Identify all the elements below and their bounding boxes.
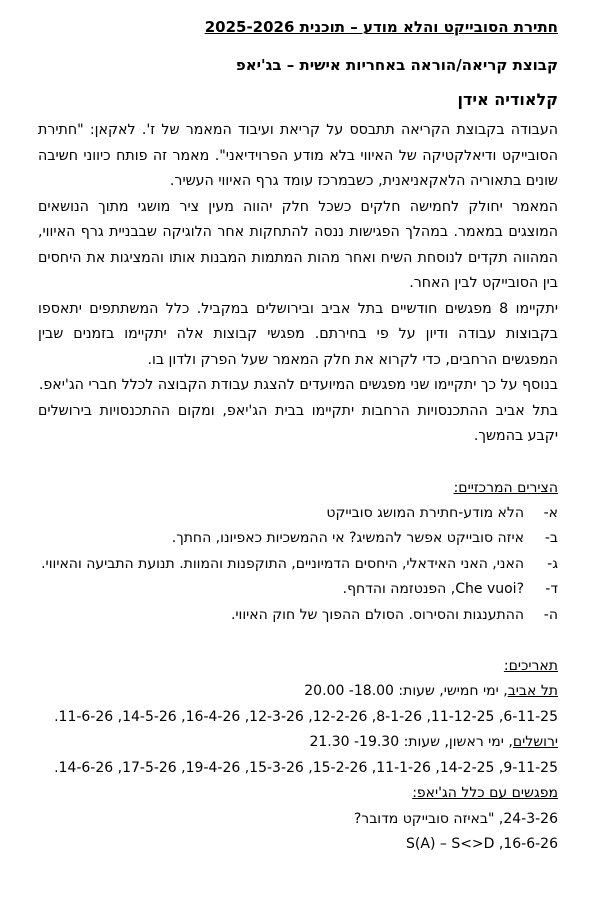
jerusalem-dates: 9-11-25, 14-2-25, 11-1-26, 15-2-26, 15-3-26, 19-4-26, 17-5-26, 14-6-26. xyxy=(54,759,558,776)
list-text: איזה סובייקט אפשר להמשיג? אי ההמשכיות כאפיונו, החתך. xyxy=(171,530,524,546)
list-letter: ד- xyxy=(545,581,558,597)
tel-aviv-label: תל אביב xyxy=(507,683,558,699)
list-letter: ב- xyxy=(544,530,558,546)
list-text: ?Che vuoi, הפנטזמה והדחף. xyxy=(342,581,524,597)
tel-aviv-schedule xyxy=(38,679,558,705)
general-meeting-1: 24-3-26, "באיזה סובייקט מדובר? xyxy=(353,810,558,827)
list-item xyxy=(38,577,558,603)
list-item xyxy=(38,552,558,578)
list-letter: א- xyxy=(543,504,558,521)
axes-list xyxy=(38,501,558,629)
presentation-paragraph: בנוסף על כך יתקיימו שני מפגשים המיועדים להצגת עבודת הקבוצה לכלל חברי הג'יאפ. xyxy=(38,377,558,393)
page-title: חתירת הסובייקט והלא מודע – תוכנית 2025-2026 xyxy=(204,18,558,36)
structure-paragraph: המאמר יחולק לחמישה חלקים כשכל חלק יהווה מעין ציר מושגי מתוך הנושאים המוצגים במאמר. במהלך הפגישות ננסה להתחקות אחר הלוגיקה שבבניית גרף האיווי, המהווה תקדים לנוסחת השיח ואחר מהות המתמות המבנות אותו והמציגות את היחסים בין הסובייקט לבין האחר. xyxy=(38,198,558,291)
list-item xyxy=(38,526,558,552)
jerusalem-schedule xyxy=(38,730,558,756)
tel-aviv-dates: 6-11-25, 11-12-25, 8-1-26, 12-2-26, 12-3-26, 16-4-26, 14-5-26, 11-6-26. xyxy=(54,708,558,725)
intro-paragraph: העבודה בקבוצת הקריאה תתבסס על קריאת ועיבוד המאמר של ז'. לאקאן: "חתירת הסובייקט ודיאלקטיקה של האיווי בלא מודע הפרוידיאני". מאמר זה פותח כיווני חשיבה שונים בתאוריה הלאקאניאנית, כשבמרכז עומד גרף האיווי העשיר. xyxy=(38,122,558,189)
tel-aviv-time: , ימי חמישי, שעות: 18.00- 20.00 xyxy=(304,683,508,699)
dates-heading: תאריכים: xyxy=(503,658,558,674)
list-letter: ג- xyxy=(547,555,558,572)
general-meeting-2: 16-6-26, S(A) – S<>D xyxy=(406,836,558,852)
list-text: האני, האני האידאלי, היחסים הדמיוניים, התוקפנות והמוות. תנועת התביעה והאיווי. xyxy=(41,555,524,572)
location-paragraph: בתל אביב ההתכנסויות הרחבות יתקיימו בבית הג'יאפ, ומקום ההתכנסויות בירושלים יקבע בהמשך. xyxy=(38,402,558,444)
axes-heading: הצירים המרכזיים: xyxy=(453,479,558,496)
meetings-paragraph: יתקיימו 8 מפגשים חודשיים בתל אביב ובירושלים במקביל. כלל המשתתפים יתאספו בקבוצות עבודה ודיון על פי בחירתם. מפגשי קבוצות אלה יתקיימו בזמנים שבין המפגשים הרחבים, כדי לקרוא את חלק המאמר שעל הפרק ולדון בו. xyxy=(38,300,558,368)
jerusalem-label: ירושלים xyxy=(512,734,558,750)
jerusalem-time: , ימי ראשון, שעות: 19.30- 21.30 xyxy=(309,734,513,750)
author-name: קלאודיה אידן xyxy=(457,90,558,109)
list-item xyxy=(38,501,558,527)
list-text: ההתענגות והסירוס. הסולם ההפוך של חוק האיווי. xyxy=(230,606,524,623)
section-spacer xyxy=(38,450,558,476)
general-meetings-heading: מפגשים עם כלל הג'יאפ: xyxy=(412,785,558,801)
page-subtitle: קבוצת קריאה/הוראה באחריות אישית – בג'יאפ xyxy=(235,56,558,74)
list-item xyxy=(38,603,558,629)
list-letter: ה- xyxy=(543,606,558,623)
list-text: הלא מודע-חתירת המושג סובייקט xyxy=(326,504,524,521)
section-spacer xyxy=(38,628,558,654)
